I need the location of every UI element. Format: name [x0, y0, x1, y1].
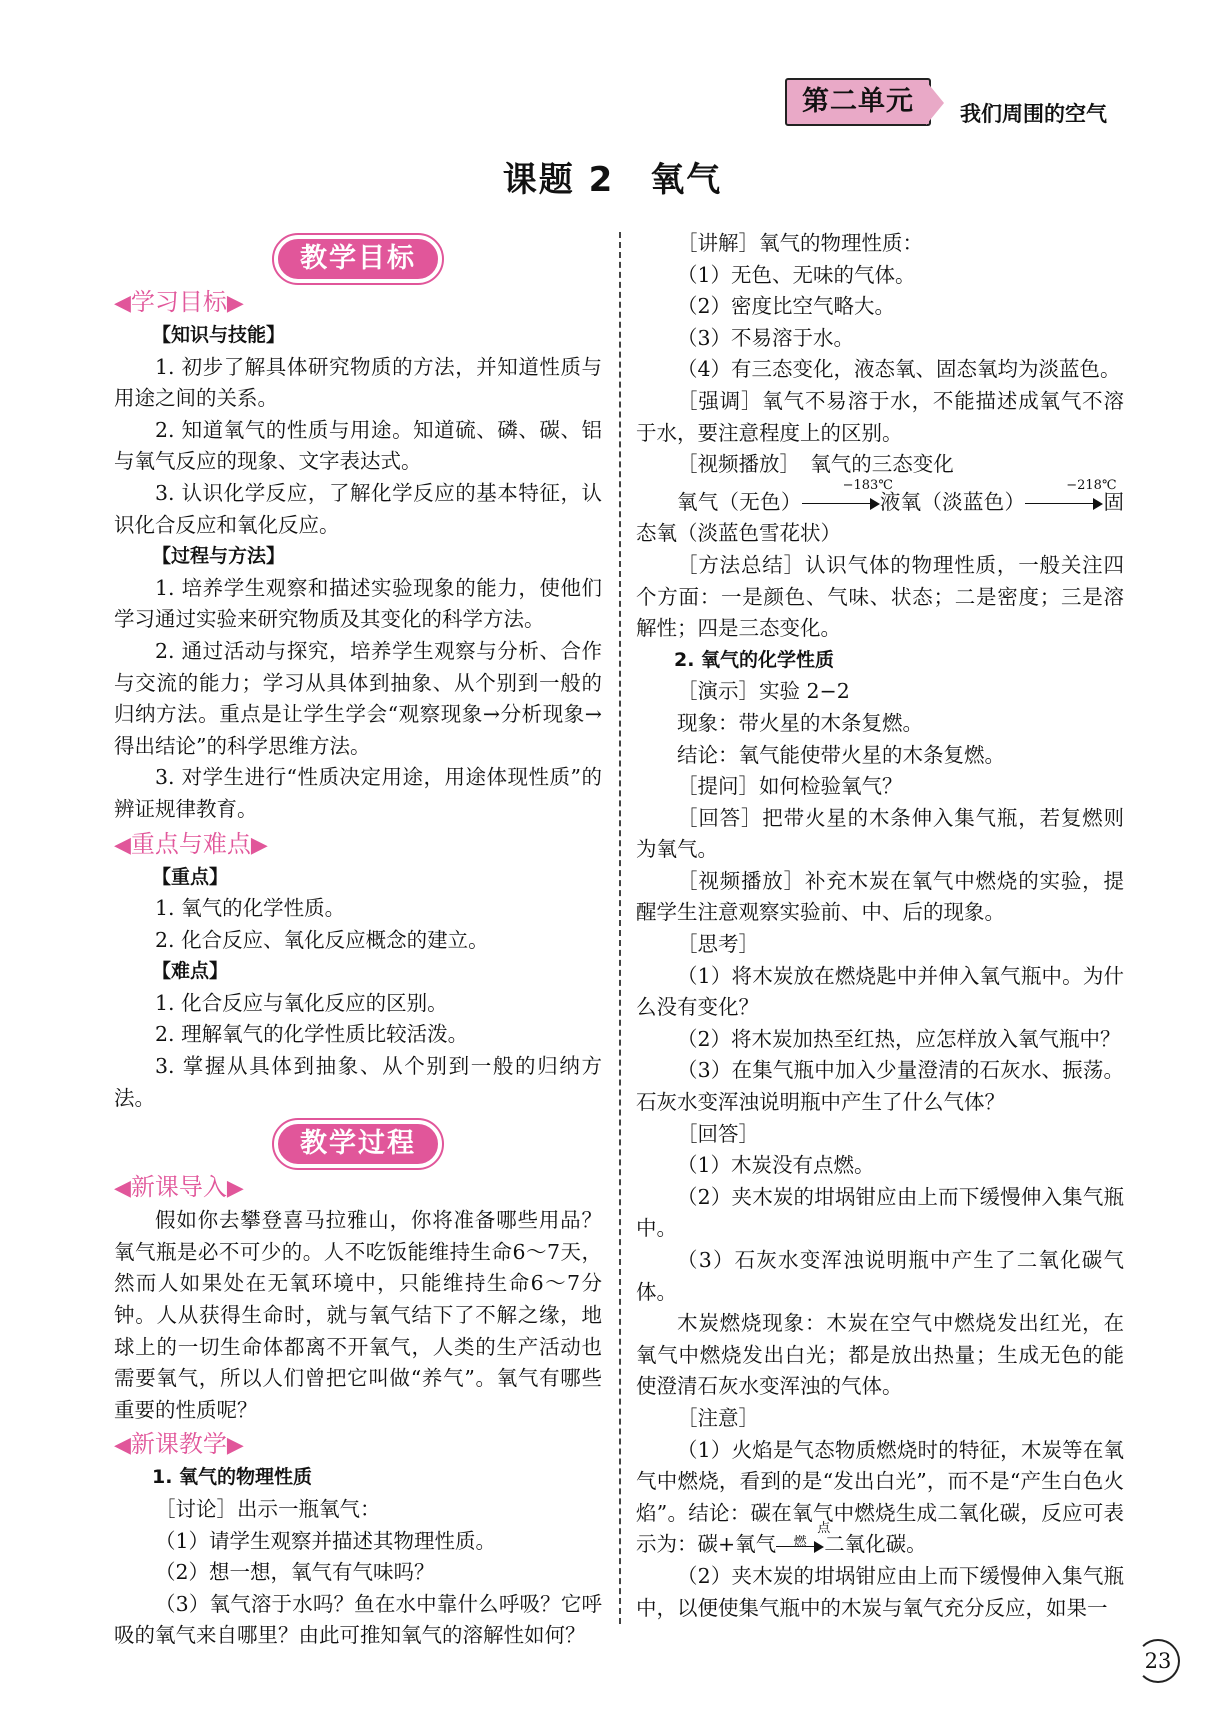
arrow-right-icon — [814, 1541, 824, 1553]
demo-line: ［演示］实验 2−2 — [677, 679, 850, 704]
unit-tag — [785, 78, 955, 128]
triangle-right-icon: ▶ — [226, 1433, 244, 1459]
question-3: （3）氧气溶于水吗？鱼在水中靠什么呼吸？它呼吸的氧气来自哪里？由此可推知氧气的溶解性如何？ — [114, 1591, 602, 1648]
think-item-2: （2）将木炭加热至红热，应怎样放入氧气瓶中？ — [677, 1026, 1121, 1051]
intro-heading — [114, 1170, 602, 1204]
answer-item-2: （2）夹木炭的坩埚钳应由上而下缓慢伸入集气瓶中。 — [636, 1184, 1124, 1241]
note-item-2: （2）夹木炭的坩埚钳应由上而下缓慢伸入集气瓶中，以便使集气瓶中的木炭与氧气充分反应，如果一 — [636, 1563, 1124, 1620]
key-points-heading: 【重点】 — [152, 865, 229, 888]
page-title: 课题 2 氧气 — [502, 160, 723, 200]
key-difficulty-label: 重点与难点 — [130, 829, 251, 858]
note-item-1-text: （1）火焰是气态物质燃烧时的特征，木炭等在氧气中燃烧，看到的是“发出白光”，而不是“产生白色火焰”。结论：碳在氧气中燃烧生成二氧化碳，反应可表示为：碳+氧气 — [636, 1437, 1124, 1557]
intro-paragraph: 假如你去攀登喜马拉雅山，你将准备哪些用品？氧气瓶是必不可少的。人不吃饭能维持生命6～7天，然而人如果处在无氧环境中，只能维持生命6～7分钟。人从获得生命时，就与氧气结下了不解之缘，地球上的一切生命体都离不开氧气，人类的生产活动也需要氧气，所以人们曾把它叫做“养气”。氧气有哪些重要的性质呢？ — [114, 1208, 602, 1422]
video-line-2: ［视频播放］补充木炭在氧气中燃烧的实验，提醒学生注意观察实验前、中、后的现象。 — [636, 868, 1124, 925]
triangle-left-icon: ◀ — [114, 832, 131, 858]
method-summary: ［方法总结］认识气体的物理性质，一般关注四个方面：一是颜色、气味、状态；二是密度；三是溶解性；四是三态变化。 — [636, 552, 1124, 641]
video-line-1: ［视频播放］ 氧气的三态变化 — [677, 452, 954, 477]
triangle-right-icon: ▶ — [250, 832, 268, 858]
learning-goals-heading — [114, 285, 602, 319]
new-lesson-label: 新课教学 — [130, 1430, 227, 1459]
process-item-3: 3. 对学生进行“性质决定用途，用途体现性质”的辨证规律教育。 — [114, 765, 602, 821]
teaching-goals-banner: 教学目标 — [274, 235, 442, 283]
unit-tag-label: 第二单元 — [785, 78, 931, 126]
new-lesson-heading — [114, 1427, 602, 1461]
difficulties-heading: 【难点】 — [152, 960, 229, 983]
unit-tag-arrow-icon — [926, 81, 944, 125]
state-arrow-2 — [1025, 478, 1117, 513]
process-heading: 【过程与方法】 — [152, 545, 286, 568]
state-condition-2: −218℃ — [1066, 478, 1117, 494]
state-change-equation — [636, 478, 1125, 550]
explain-item-1: （1）无色、无味的气体。 — [677, 262, 916, 287]
difficulty-1: 1. 化合反应与氧化反应的区别。 — [155, 990, 448, 1015]
explain-line: ［讲解］氧气的物理性质： — [677, 231, 923, 255]
answer-line: ［回答］把带火星的木条伸入集气瓶，若复燃则为氧气。 — [636, 805, 1124, 862]
triangle-right-icon: ▶ — [226, 291, 244, 316]
ignite-condition: 点燃 — [793, 1520, 831, 1550]
question-1: （1）请学生观察并描述其物理性质。 — [155, 1528, 497, 1553]
explain-item-3: （3）不易溶于水。 — [677, 325, 855, 350]
conclusion-line: 结论：氧气能使带火星的木条复燃。 — [677, 742, 1005, 767]
learning-goals-label: 学习目标 — [130, 288, 227, 316]
key-difficulty-heading — [114, 827, 602, 861]
physical-properties-heading: 1. 氧气的物理性质 — [152, 1466, 313, 1489]
ignite-arrow — [776, 1520, 831, 1556]
knowledge-heading: 【知识与技能】 — [152, 324, 286, 346]
chemical-properties-heading: 2. 氧气的化学性质 — [674, 648, 835, 671]
think-item-3: （3）在集气瓶中加入少量澄清的石灰水、振荡。石灰水变浑浊说明瓶中产生了什么气体？ — [636, 1058, 1124, 1115]
note-item-1-product: 二氧化碳。 — [824, 1532, 927, 1557]
answer-heading: ［回答］ — [677, 1121, 759, 1146]
knowledge-item-3: 3. 认识化学反应，了解化学反应的基本特征，认识化合反应和氧化反应。 — [114, 480, 602, 537]
difficulty-2: 2. 理解氧气的化学性质比较活泼。 — [155, 1022, 469, 1047]
state-condition-1: −183℃ — [842, 478, 893, 494]
triangle-left-icon: ◀ — [114, 291, 131, 316]
explain-item-2: （2）密度比空气略大。 — [677, 294, 896, 319]
answer-item-1: （1）木炭没有点燃。 — [677, 1153, 875, 1178]
note-heading: ［注意］ — [677, 1405, 759, 1430]
triangle-left-icon: ◀ — [114, 1176, 131, 1202]
phenomenon-line: 现象：带火星的木条复燃。 — [677, 710, 923, 735]
process-item-2: 2. 通过活动与探究，培养学生观察与分析、合作与交流的能力；学习从具体到抽象、从个别到一般的归纳方法。重点是让学生学会“观察现象→分析现象→得出结论”的科学思维方法。 — [114, 638, 602, 758]
triangle-left-icon: ◀ — [114, 1433, 131, 1459]
discussion-line: ［讨论］出示一瓶氧气： — [155, 1497, 381, 1521]
key-point-1: 1. 氧气的化学性质。 — [155, 896, 346, 921]
state-arrow-1 — [802, 478, 893, 513]
right-column — [636, 228, 1124, 1624]
intro-label: 新课导入 — [130, 1173, 227, 1202]
knowledge-item-1: 1. 初步了解具体研究物质的方法，并知道性质与用途之间的关系。 — [114, 354, 602, 411]
emphasis-paragraph: ［强调］氧气不易溶于水，不能描述成氧气不溶于水，要注意程度上的区别。 — [636, 388, 1124, 445]
arrow-right-icon — [870, 498, 880, 510]
left-column — [114, 229, 602, 1652]
charcoal-phenomenon: 木炭燃烧现象：木炭在空气中燃烧发出红光，在氧气中燃烧发出白光；都是放出热量；生成无色的能使澄清石灰水变浑浊的气体。 — [636, 1311, 1124, 1399]
key-point-2: 2. 化合反应、氧化反应概念的建立。 — [155, 927, 489, 952]
arrow-right-icon — [1093, 498, 1103, 510]
process-item-1: 1. 培养学生观察和描述实验现象的能力，使他们学习通过实验来研究物质及其变化的科学方法。 — [114, 575, 602, 632]
unit-subtitle: 我们周围的空气 — [960, 102, 1107, 126]
state-solid: 固态氧（淡蓝色雪花状） — [636, 489, 1125, 546]
difficulty-3: 3. 掌握从具体到抽象、从个别到一般的归纳方法。 — [114, 1054, 602, 1110]
state-liquid: 液氧（淡蓝色） — [879, 489, 1026, 514]
knowledge-item-2: 2. 知道氧气的性质与用途。知道硫、磷、碳、铝与氧气反应的现象、文字表达式。 — [114, 417, 602, 474]
triangle-right-icon: ▶ — [226, 1176, 244, 1202]
note-item-1 — [636, 1435, 1124, 1561]
think-item-1: （1）将木炭放在燃烧匙中并伸入氧气瓶中。为什么没有变化？ — [636, 963, 1124, 1020]
explain-item-4: （4）有三态变化，液态氧、固态氧均为淡蓝色。 — [677, 357, 1121, 382]
think-heading: ［思考］ — [677, 932, 759, 957]
teaching-process-banner: 教学过程 — [274, 1120, 442, 1168]
state-gas: 氧气（无色） — [677, 489, 802, 514]
question-2: （2）想一想，氧气有气味吗？ — [155, 1560, 435, 1585]
answer-item-3: （3）石灰水变浑浊说明瓶中产生了二氧化碳气体。 — [636, 1248, 1124, 1304]
page-number: 23 — [1136, 1639, 1180, 1683]
question-line: ［提问］如何检验氧气？ — [677, 774, 903, 799]
column-divider — [619, 232, 621, 1624]
